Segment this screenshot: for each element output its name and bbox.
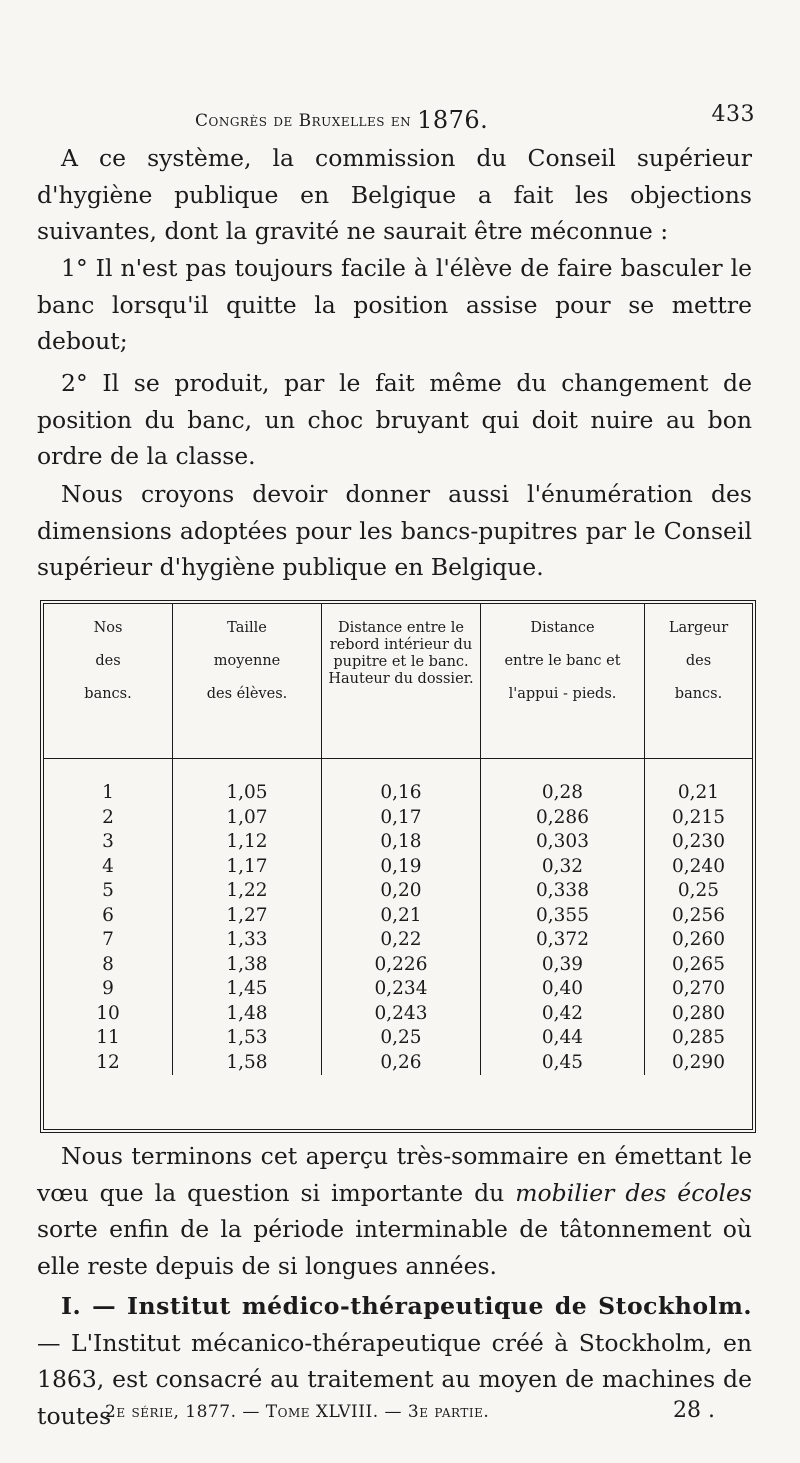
header-desk-distance-top: Distance entre le rebord intérieur du pupitre et le banc. xyxy=(329,620,473,670)
section-heading-stockholm: I. — Institut médico-thérapeutique de Stockholm. xyxy=(61,1292,752,1320)
footrest-distance-cell: 0,32 xyxy=(481,855,645,880)
header-title xyxy=(195,104,488,132)
header-height-bot: des élèves. xyxy=(206,686,288,702)
table-row xyxy=(44,977,752,1002)
bench-number-cell: 6 xyxy=(102,904,114,926)
desk-distance-cell: 0,18 xyxy=(322,830,481,855)
height-cell: 1,45 xyxy=(173,977,322,1002)
footrest-distance-cell: 0,28 xyxy=(481,759,645,806)
bench-number-cell: 10 xyxy=(96,1002,120,1024)
table-row xyxy=(44,953,752,978)
header-width-mid: des xyxy=(685,653,712,669)
desk-distance-cell: 0,17 xyxy=(322,806,481,831)
width-cell: 0,25 xyxy=(645,879,753,904)
dimensions-table-grid xyxy=(44,604,752,1075)
width-cell: 0,256 xyxy=(645,904,753,929)
desk-distance-cell: 0,226 xyxy=(322,953,481,978)
header-number-mid: des xyxy=(95,653,121,669)
header-title-text: Congrès de Bruxelles en xyxy=(195,111,412,131)
bench-number-cell: 3 xyxy=(102,831,114,853)
paragraph-dimensions-intro: Nous croyons devoir donner aussi l'énumération des dimensions adoptées pour les bancs-pupitres par le Conseil supérieur d'hygiène publique en Belgique. xyxy=(37,480,752,581)
height-cell: 1,05 xyxy=(173,759,322,806)
paragraph-conclusion xyxy=(37,1138,752,1284)
footrest-distance-cell: 0,44 xyxy=(481,1026,645,1051)
height-cell: 1,58 xyxy=(173,1051,322,1076)
desk-distance-cell: 0,19 xyxy=(322,855,481,880)
header-height xyxy=(173,604,322,759)
page-footer xyxy=(55,1398,715,1428)
height-cell: 1,27 xyxy=(173,904,322,929)
bench-number-cell: 7 xyxy=(102,929,114,951)
header-width-bot: bancs. xyxy=(674,686,723,702)
table-row xyxy=(44,806,752,831)
header-footrest-mid: entre le banc et xyxy=(504,653,621,669)
header-number xyxy=(44,604,173,759)
conclusion-text-2: sorte enfin de la période interminable de tâtonnement où elle reste depuis de si longues années. xyxy=(37,1215,752,1280)
desk-distance-cell: 0,25 xyxy=(322,1026,481,1051)
footrest-distance-cell: 0,303 xyxy=(481,830,645,855)
table-row xyxy=(44,855,752,880)
bench-number-cell: 9 xyxy=(102,978,114,1000)
stockholm-body: — L'Institut mécanico-thérapeutique créé à Stockholm, en 1863, est consacré au traitement au moyen de machines de toutes xyxy=(37,1328,752,1430)
height-cell: 1,33 xyxy=(173,928,322,953)
desk-distance-cell: 0,16 xyxy=(322,759,481,806)
footrest-distance-cell: 0,286 xyxy=(481,806,645,831)
table-body xyxy=(44,759,752,1076)
header-footrest-distance xyxy=(481,604,645,759)
paragraph-objection-1: 1° Il n'est pas toujours facile à l'élève de faire basculer le banc lorsqu'il quitte la position assise pour se mettre debout; xyxy=(37,254,752,355)
header-desk-distance xyxy=(322,604,481,759)
width-cell: 0,260 xyxy=(645,928,753,953)
dimensions-table xyxy=(40,600,756,1133)
table-row xyxy=(44,1026,752,1051)
footrest-distance-cell: 0,355 xyxy=(481,904,645,929)
signature-mark: 28 . xyxy=(673,1398,715,1423)
bench-number-cell: 4 xyxy=(102,855,114,877)
height-cell: 1,48 xyxy=(173,1002,322,1027)
desk-distance-cell: 0,26 xyxy=(322,1051,481,1076)
width-cell: 0,240 xyxy=(645,855,753,880)
paragraph-objections: A ce système, la commission du Conseil supérieur d'hygiène publique en Belgique a fait les objections suivantes, dont la gravité ne saurait être méconnue : xyxy=(37,144,752,245)
height-cell: 1,53 xyxy=(173,1026,322,1051)
width-cell: 0,270 xyxy=(645,977,753,1002)
header-desk-distance-bot: Hauteur du dossier. xyxy=(328,671,474,687)
table-row xyxy=(44,879,752,904)
bench-number-cell: 2 xyxy=(102,806,114,828)
footer-info: 2e série, 1877. — Tome XLVIII. — 3e partie. xyxy=(105,1402,490,1422)
header-number-top: Nos xyxy=(93,620,123,636)
table-row xyxy=(44,759,752,806)
header-footrest-top: Distance xyxy=(530,620,595,636)
bench-number-cell: 12 xyxy=(96,1051,120,1073)
header-height-mid: moyenne xyxy=(213,653,281,669)
footrest-distance-cell: 0,40 xyxy=(481,977,645,1002)
table-header-row xyxy=(44,604,752,759)
bench-number-cell: 8 xyxy=(102,953,114,975)
desk-distance-cell: 0,234 xyxy=(322,977,481,1002)
width-cell: 0,280 xyxy=(645,1002,753,1027)
width-cell: 0,230 xyxy=(645,830,753,855)
header-number-bot: bancs. xyxy=(84,686,132,702)
header-width-top: Largeur xyxy=(668,620,729,636)
desk-distance-cell: 0,20 xyxy=(322,879,481,904)
footrest-distance-cell: 0,45 xyxy=(481,1051,645,1076)
width-cell: 0,290 xyxy=(645,1051,753,1076)
table-row xyxy=(44,904,752,929)
running-header xyxy=(55,98,755,132)
header-year: 1876. xyxy=(417,106,489,134)
height-cell: 1,17 xyxy=(173,855,322,880)
height-cell: 1,38 xyxy=(173,953,322,978)
conclusion-text-1: Nous terminons cet aperçu très-sommaire en émettant le vœu que la question si importante du xyxy=(37,1142,752,1207)
table-row xyxy=(44,1002,752,1027)
table-row xyxy=(44,830,752,855)
desk-distance-cell: 0,243 xyxy=(322,1002,481,1027)
desk-distance-cell: 0,22 xyxy=(322,928,481,953)
conclusion-italic: mobilier des écoles xyxy=(515,1178,752,1207)
footrest-distance-cell: 0,39 xyxy=(481,953,645,978)
bench-number-cell: 1 xyxy=(102,782,114,804)
header-footrest-bot: l'appui - pieds. xyxy=(508,686,617,702)
width-cell: 0,285 xyxy=(645,1026,753,1051)
header-height-top: Taille xyxy=(227,620,267,636)
table-row xyxy=(44,1051,752,1076)
bench-number-cell: 11 xyxy=(96,1027,120,1049)
width-cell: 0,215 xyxy=(645,806,753,831)
height-cell: 1,22 xyxy=(173,879,322,904)
header-width xyxy=(645,604,753,759)
desk-distance-cell: 0,21 xyxy=(322,904,481,929)
height-cell: 1,12 xyxy=(173,830,322,855)
width-cell: 0,265 xyxy=(645,953,753,978)
footrest-distance-cell: 0,372 xyxy=(481,928,645,953)
bench-number-cell: 5 xyxy=(102,880,114,902)
table-row xyxy=(44,928,752,953)
footrest-distance-cell: 0,42 xyxy=(481,1002,645,1027)
page-number: 433 xyxy=(711,102,755,127)
width-cell: 0,21 xyxy=(645,759,753,806)
paragraph-objection-2: 2° Il se produit, par le fait même du changement de position du banc, un choc bruyant qui doit nuire au bon ordre de la classe. xyxy=(37,369,752,470)
footrest-distance-cell: 0,338 xyxy=(481,879,645,904)
height-cell: 1,07 xyxy=(173,806,322,831)
